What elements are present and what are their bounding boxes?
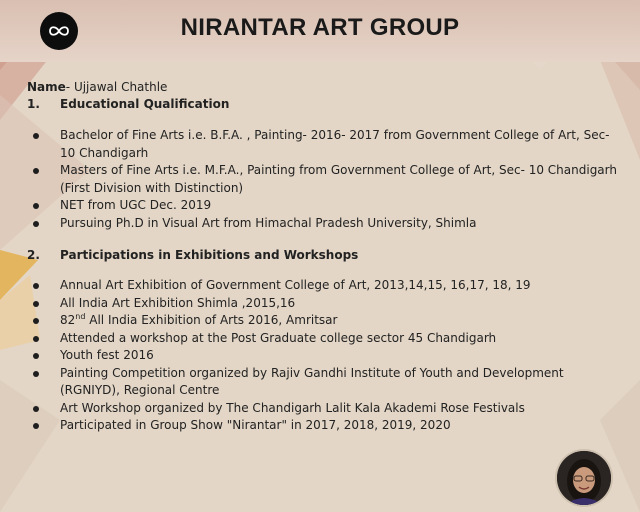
list-item: Masters of Fine Arts i.e. M.F.A., Painting from Government College of Art, Sec- 10 Chandigarh (First Division with Distinction) <box>27 162 617 197</box>
item-text: All India Exhibition of Arts 2016, Amritsar <box>85 313 338 327</box>
list-item: Annual Art Exhibition of Government College of Art, 2013,14,15, 16,17, 18, 19 <box>27 277 617 295</box>
list-item: Attended a workshop at the Post Graduate college sector 45 Chandigarh <box>27 330 617 348</box>
list-item: Participated in Group Show "Nirantar" in 2017, 2018, 2019, 2020 <box>27 417 617 435</box>
list-item: All India Art Exhibition Shimla ,2015,16 <box>27 295 617 313</box>
education-list <box>27 127 617 232</box>
section-number: 2. <box>27 248 40 262</box>
name-label: Name <box>27 80 66 94</box>
list-item: Painting Competition organized by Rajiv Gandhi Institute of Youth and Development (RGNIYD), Regional Centre <box>27 365 617 400</box>
list-item: Youth fest 2016 <box>27 347 617 365</box>
list-item: Bachelor of Fine Arts i.e. B.F.A. , Painting- 2016- 2017 from Government College of Art, Sec- 10 Chandigarh <box>27 127 617 162</box>
section-title: Educational Qualification <box>60 97 230 111</box>
list-item: Pursuing Ph.D in Visual Art from Himachal Pradesh University, Shimla <box>27 215 617 233</box>
section-title: Participations in Exhibitions and Workshops <box>60 248 359 262</box>
section-heading-exhibitions <box>27 248 617 263</box>
ordinal-suffix: nd <box>75 312 86 321</box>
list-item <box>27 312 617 330</box>
document-body <box>27 80 617 435</box>
list-item: NET from UGC Dec. 2019 <box>27 197 617 215</box>
profile-photo-avatar <box>557 451 611 505</box>
section-heading-education <box>27 97 617 112</box>
name-value: - Ujjawal Chathle <box>65 80 168 94</box>
page-title: NIRANTAR ART GROUP <box>180 14 460 41</box>
ordinal-number: 82 <box>60 313 76 327</box>
list-item: Art Workshop organized by The Chandigarh Lalit Kala Akademi Rose Festivals <box>27 400 617 418</box>
name-line <box>27 80 617 95</box>
section-number: 1. <box>27 97 40 111</box>
exhibitions-list <box>27 277 617 435</box>
